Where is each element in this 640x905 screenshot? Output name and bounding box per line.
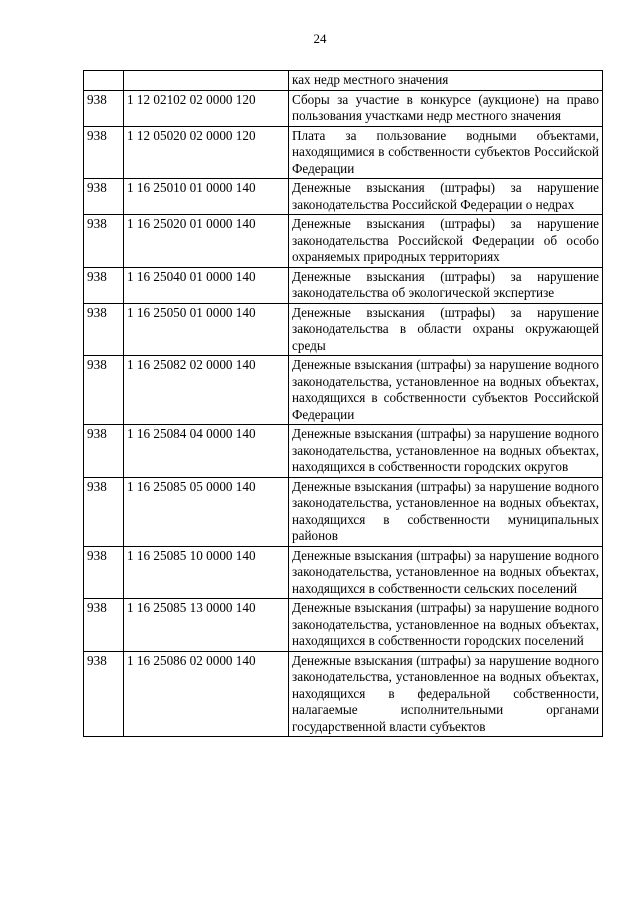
- revenue-code-cell: 1 16 25040 01 0000 140: [124, 267, 289, 303]
- revenue-code-cell: 1 12 05020 02 0000 120: [124, 126, 289, 179]
- admin-code-cell: 938: [84, 546, 124, 599]
- table-row: [84, 356, 603, 425]
- table-row: [84, 477, 603, 546]
- admin-code-cell: 938: [84, 303, 124, 356]
- table-row: [84, 599, 603, 652]
- revenue-code-cell: 1 16 25086 02 0000 140: [124, 651, 289, 737]
- table-row: [84, 126, 603, 179]
- revenue-code-cell: 1 16 25085 13 0000 140: [124, 599, 289, 652]
- revenue-name-cell: Сборы за участие в конкурсе (аукционе) на право пользования участками недр местного значения: [289, 90, 603, 126]
- table-row: [84, 215, 603, 268]
- admin-code-cell: 938: [84, 477, 124, 546]
- revenue-code-cell: 1 12 02102 02 0000 120: [124, 90, 289, 126]
- page-number: 24: [313, 31, 327, 46]
- revenue-name-cell: Денежные взыскания (штрафы) за нарушение водного законодательства, установленное на водных объектах, находящихся в собственности городских поселений: [289, 599, 603, 652]
- admin-code-cell: 938: [84, 425, 124, 478]
- revenue-code-cell: 1 16 25085 05 0000 140: [124, 477, 289, 546]
- revenue-name-cell: ках недр местного значения: [289, 71, 603, 91]
- revenue-name-cell: Денежные взыскания (штрафы) за нарушение водного законодательства, установленное на водных объектах, находящихся в федеральной собственности, налагаемые исполнительными органами государственной власти субъектов: [289, 651, 603, 737]
- revenue-code-cell: 1 16 25084 04 0000 140: [124, 425, 289, 478]
- admin-code-cell: [84, 71, 124, 91]
- table-row: [84, 71, 603, 91]
- revenue-code-cell: 1 16 25082 02 0000 140: [124, 356, 289, 425]
- revenue-code-cell: [124, 71, 289, 91]
- revenue-codes-table: [83, 70, 603, 737]
- admin-code-cell: 938: [84, 126, 124, 179]
- revenue-name-cell: Денежные взыскания (штрафы) за нарушение законодательства Российской Федерации о недрах: [289, 179, 603, 215]
- table-row: [84, 303, 603, 356]
- admin-code-cell: 938: [84, 651, 124, 737]
- revenue-name-cell: Денежные взыскания (штрафы) за нарушение водного законодательства, установленное на водных объектах, находящихся в собственности городских округов: [289, 425, 603, 478]
- table-row: [84, 179, 603, 215]
- revenue-code-cell: 1 16 25050 01 0000 140: [124, 303, 289, 356]
- revenue-code-cell: 1 16 25020 01 0000 140: [124, 215, 289, 268]
- table-row: [84, 651, 603, 737]
- table-row: [84, 90, 603, 126]
- revenue-name-cell: Денежные взыскания (штрафы) за нарушение законодательства Российской Федерации об особо охраняемых природных территориях: [289, 215, 603, 268]
- admin-code-cell: 938: [84, 356, 124, 425]
- admin-code-cell: 938: [84, 599, 124, 652]
- revenue-name-cell: Денежные взыскания (штрафы) за нарушение водного законодательства, установленное на водных объектах, находящихся в собственности сельских поселений: [289, 546, 603, 599]
- table-row: [84, 425, 603, 478]
- admin-code-cell: 938: [84, 215, 124, 268]
- admin-code-cell: 938: [84, 267, 124, 303]
- revenue-name-cell: Денежные взыскания (штрафы) за нарушение законодательства об экологической экспертизе: [289, 267, 603, 303]
- revenue-name-cell: Денежные взыскания (штрафы) за нарушение водного законодательства, установленное на водных объектах, находящихся в собственности субъектов Российской Федерации: [289, 356, 603, 425]
- revenue-name-cell: Плата за пользование водными объектами, находящимися в собственности субъектов Российской Федерации: [289, 126, 603, 179]
- admin-code-cell: 938: [84, 90, 124, 126]
- admin-code-cell: 938: [84, 179, 124, 215]
- revenue-code-cell: 1 16 25010 01 0000 140: [124, 179, 289, 215]
- table-row: [84, 546, 603, 599]
- revenue-name-cell: Денежные взыскания (штрафы) за нарушение законодательства в области охраны окружающей среды: [289, 303, 603, 356]
- table-row: [84, 267, 603, 303]
- revenue-name-cell: Денежные взыскания (штрафы) за нарушение водного законодательства, установленное на водных объектах, находящихся в собственности муниципальных районов: [289, 477, 603, 546]
- revenue-code-cell: 1 16 25085 10 0000 140: [124, 546, 289, 599]
